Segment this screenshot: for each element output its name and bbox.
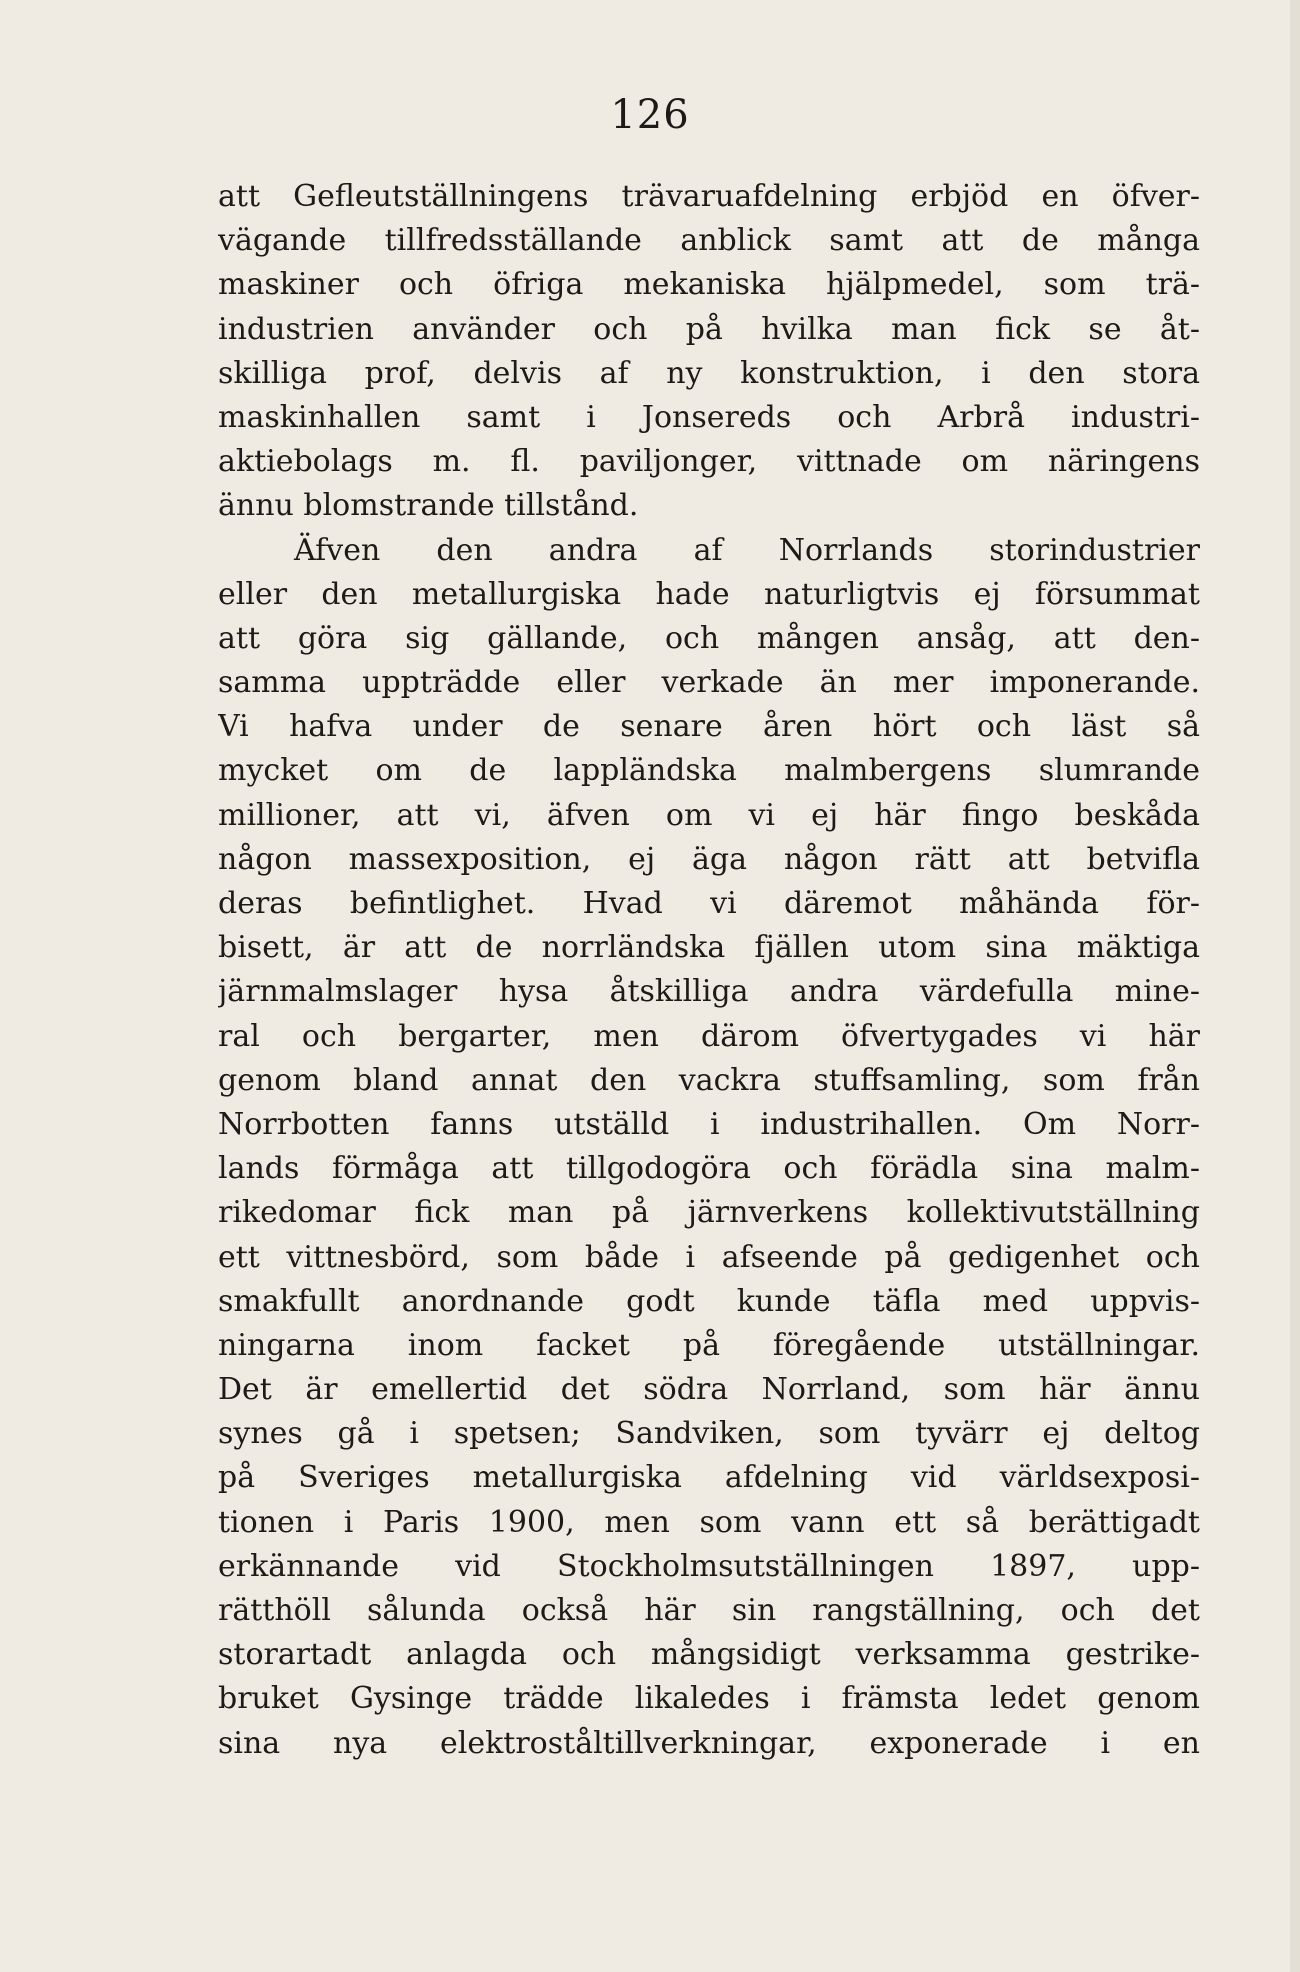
text-line: bisett, är att de norrländska fjällen utom sina mäktiga bbox=[218, 930, 1200, 966]
text-line: maskiner och öfriga mekaniska hjälpmedel, som trä- bbox=[218, 267, 1200, 303]
text-line: genom bland annat den vackra stuffsamling, som från bbox=[218, 1062, 1200, 1098]
text-line: millioner, att vi, äfven om vi ej här fingo beskåda bbox=[218, 797, 1200, 833]
text-line: vägande tillfredsställande anblick samt att de många bbox=[218, 223, 1200, 259]
text-line: Äfven den andra af Norrlands storindustrier bbox=[294, 532, 1200, 568]
text-line: tionen i Paris 1900, men som vann ett så berättigadt bbox=[218, 1504, 1200, 1540]
text-line: Vi hafva under de senare åren hört och läst så bbox=[218, 709, 1200, 745]
text-line: maskinhallen samt i Jonsereds och Arbrå industri- bbox=[218, 399, 1200, 435]
text-line: storartadt anlagda och mångsidigt verksamma gestrike- bbox=[218, 1637, 1200, 1673]
text-line: smakfullt anordnande godt kunde täfla med uppvis- bbox=[218, 1283, 1200, 1319]
text-line: ännu blomstrande tillstånd. bbox=[218, 488, 639, 524]
text-line: erkännande vid Stockholmsutställningen 1897, upp- bbox=[218, 1548, 1200, 1584]
text-line: mycket om de lappländska malmbergens slumrande bbox=[218, 753, 1200, 789]
body-text bbox=[218, 175, 1200, 1766]
text-line: på Sveriges metallurgiska afdelning vid världsexposi- bbox=[218, 1460, 1200, 1496]
text-line: järnmalmslager hysa åtskilliga andra värdefulla mine- bbox=[218, 974, 1200, 1010]
text-line: ral och bergarter, men därom öfvertygades vi här bbox=[218, 1018, 1200, 1054]
text-line: rätthöll sålunda också här sin rangställning, och det bbox=[218, 1593, 1200, 1628]
page-number: 126 bbox=[610, 92, 690, 138]
text-line: ningarna inom facket på föregående utställningar. bbox=[218, 1327, 1200, 1363]
text-line: att göra sig gällande, och mången ansåg, att den- bbox=[218, 620, 1200, 656]
text-line: synes gå i spetsen; Sandviken, som tyvärr ej deltog bbox=[218, 1416, 1200, 1452]
text-line: någon massexposition, ej äga någon rätt att betvifla bbox=[218, 841, 1200, 877]
text-line: Det är emellertid det södra Norrland, som här ännu bbox=[218, 1372, 1200, 1408]
text-line: eller den metallurgiska hade naturligtvis ej försummat bbox=[218, 576, 1200, 612]
text-line: sina nya elektroståltillverkningar, exponerade i en bbox=[218, 1725, 1200, 1761]
text-line: ett vittnesbörd, som både i afseende på gedigenhet och bbox=[218, 1239, 1200, 1275]
text-line: samma uppträdde eller verkade än mer imponerande. bbox=[218, 665, 1200, 701]
text-line: aktiebolags m. fl. paviljonger, vittnade om näringens bbox=[218, 444, 1200, 480]
text-line: bruket Gysinge trädde likaledes i främsta ledet genom bbox=[218, 1681, 1200, 1717]
text-line: industrien använder och på hvilka man fick se åt- bbox=[218, 311, 1200, 347]
text-line: deras befintlighet. Hvad vi däremot måhända för- bbox=[218, 886, 1200, 921]
text-line: Norrbotten fanns utställd i industrihallen. Om Norr- bbox=[218, 1106, 1200, 1142]
text-line: rikedomar fick man på järnverkens kollektivutställning bbox=[218, 1195, 1200, 1231]
text-line: lands förmåga att tillgodogöra och förädla sina malm- bbox=[218, 1151, 1200, 1187]
text-line: skilliga prof, delvis af ny konstruktion, i den stora bbox=[218, 355, 1200, 391]
text-line: att Gefleutställningens trävaruafdelning erbjöd en öfver- bbox=[218, 179, 1200, 214]
page-edge bbox=[1290, 0, 1300, 1972]
